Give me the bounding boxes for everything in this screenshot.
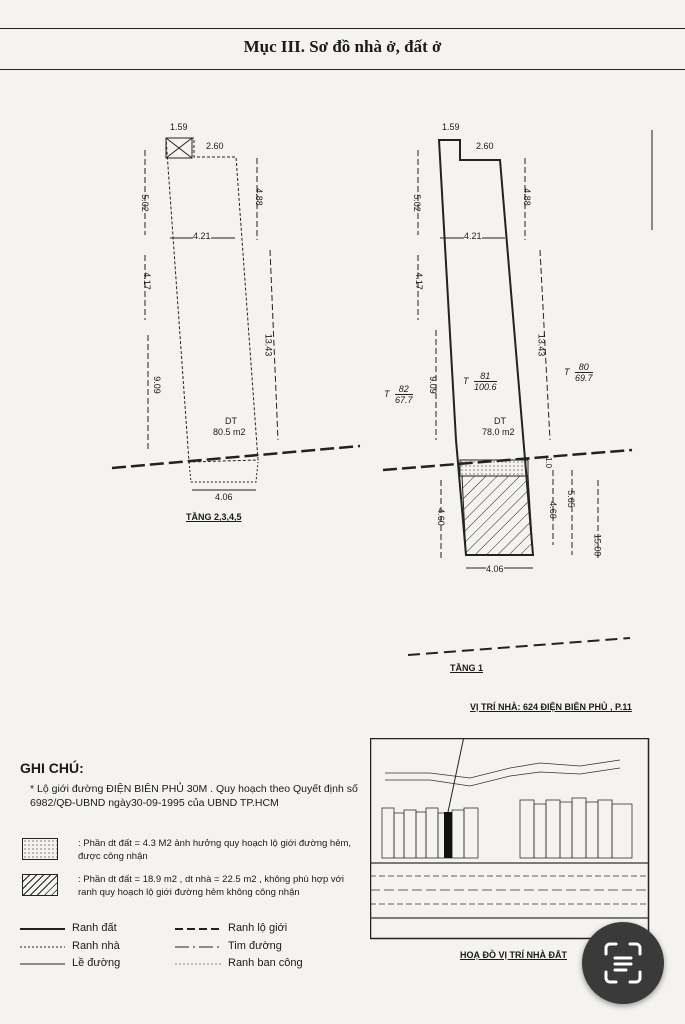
ground-tag-left [384, 384, 413, 405]
upper-area-value: 80.5 m2 [213, 427, 246, 437]
ground-dim-1500: 15.00 [592, 533, 603, 557]
ground-dim-top-small: 1.59 [442, 122, 460, 132]
ground-tag-right-num: 80 [575, 362, 593, 373]
ground-tag-right-letter: T [564, 366, 570, 377]
ground-tag-mid-den: 100.6 [474, 382, 497, 392]
ground-tag-right [564, 362, 593, 383]
ground-tag-left-num: 82 [395, 384, 413, 395]
ground-dim-top: 2.60 [476, 141, 494, 151]
ground-tag-mid-letter: T [463, 375, 469, 386]
upper-dim-top: 2.60 [206, 141, 224, 151]
upper-dim-width-mid: 4.21 [193, 231, 211, 241]
ground-tag-mid-num: 81 [474, 371, 497, 382]
ground-dim-left-long: 9.09 [427, 376, 438, 394]
ground-dim-460-left: 4.60 [435, 508, 446, 526]
ground-dim-460-right: 4.60 [547, 501, 558, 519]
upper-caption: TẦNG 2,3,4,5 [186, 512, 242, 522]
ground-dim-right-top: 4.88 [521, 188, 532, 206]
ground-dim-left-top: 5.02 [411, 194, 422, 212]
upper-dim-right-top: 4.88 [253, 188, 264, 206]
upper-dim-left-top: 5.02 [139, 194, 150, 212]
ground-dim-bottom: 4.06 [486, 564, 504, 574]
legend-hatched-swatch [22, 874, 58, 896]
ground-tag-right-den: 69.7 [575, 373, 593, 383]
ground-tag-left-den: 67.7 [395, 395, 413, 405]
legend-tim-duong: Tim đường [228, 940, 282, 952]
upper-dim-top-small: 1.59 [170, 122, 188, 132]
ground-dim-right-long: 13.43 [536, 333, 547, 357]
legend-ranh-dat: Ranh đất [72, 922, 117, 934]
location-title: VỊ TRÍ NHÀ: 624 ĐIỆN BIÊN PHỦ , P.11 [470, 702, 632, 712]
upper-dim-left-long: 9.09 [151, 376, 162, 394]
legend-ranh-ban-cong: Ranh ban công [228, 957, 303, 969]
legend-le-duong: Lề đường [72, 957, 121, 969]
location-map [370, 738, 650, 940]
ground-tag-left-letter: T [384, 388, 390, 399]
location-caption: HOẠ ĐỒ VỊ TRÍ NHÀ ĐẤT [460, 950, 567, 960]
upper-dim-left-mid: 4.17 [141, 272, 152, 290]
page-title: Mục III. Sơ đồ nhà ở, đất ở [243, 37, 442, 56]
legend-dotted-text: : Phần dt đất = 4.3 M2 ảnh hưởng quy hoạch lộ giới đường hẻm, được công nhận [78, 838, 352, 862]
legend-dotted-swatch [22, 838, 58, 860]
notes-text: * Lộ giới đường ĐIỆN BIÊN PHỦ 30M . Quy hoạch theo Quyết định số 6982/QĐ-UBND ngày30-09-1995 của UBND TP.HCM [30, 783, 358, 809]
ground-dim-565: 5.65 [565, 490, 576, 508]
ground-area-value: 78.0 m2 [482, 427, 515, 437]
ground-caption: TẦNG 1 [450, 663, 484, 673]
notes-heading: GHI CHÚ: [20, 760, 84, 776]
upper-area-label: DT [225, 416, 237, 426]
legend-ranh-lo-gioi: Ranh lộ giới [228, 922, 288, 934]
legend-ranh-nha: Ranh nhà [72, 940, 120, 952]
upper-dim-right-long: 13.43 [263, 333, 274, 357]
upper-dim-bottom: 4.06 [215, 492, 233, 502]
ground-dim-left-mid: 4.17 [413, 272, 424, 290]
ground-dim-setback: 1.0 [544, 456, 554, 469]
ground-tag-mid [463, 371, 497, 392]
legend-hatched-text: : Phần dt đất = 18.9 m2 , dt nhà = 22.5 m2 , không phù hợp với ranh quy hoạch lộ giới đường hẻm không công nhận [78, 874, 344, 898]
ground-dim-width-mid: 4.21 [464, 231, 482, 241]
scan-text-button[interactable] [582, 922, 664, 1004]
ground-area-label: DT [494, 416, 506, 426]
scan-text-icon [582, 922, 664, 1004]
